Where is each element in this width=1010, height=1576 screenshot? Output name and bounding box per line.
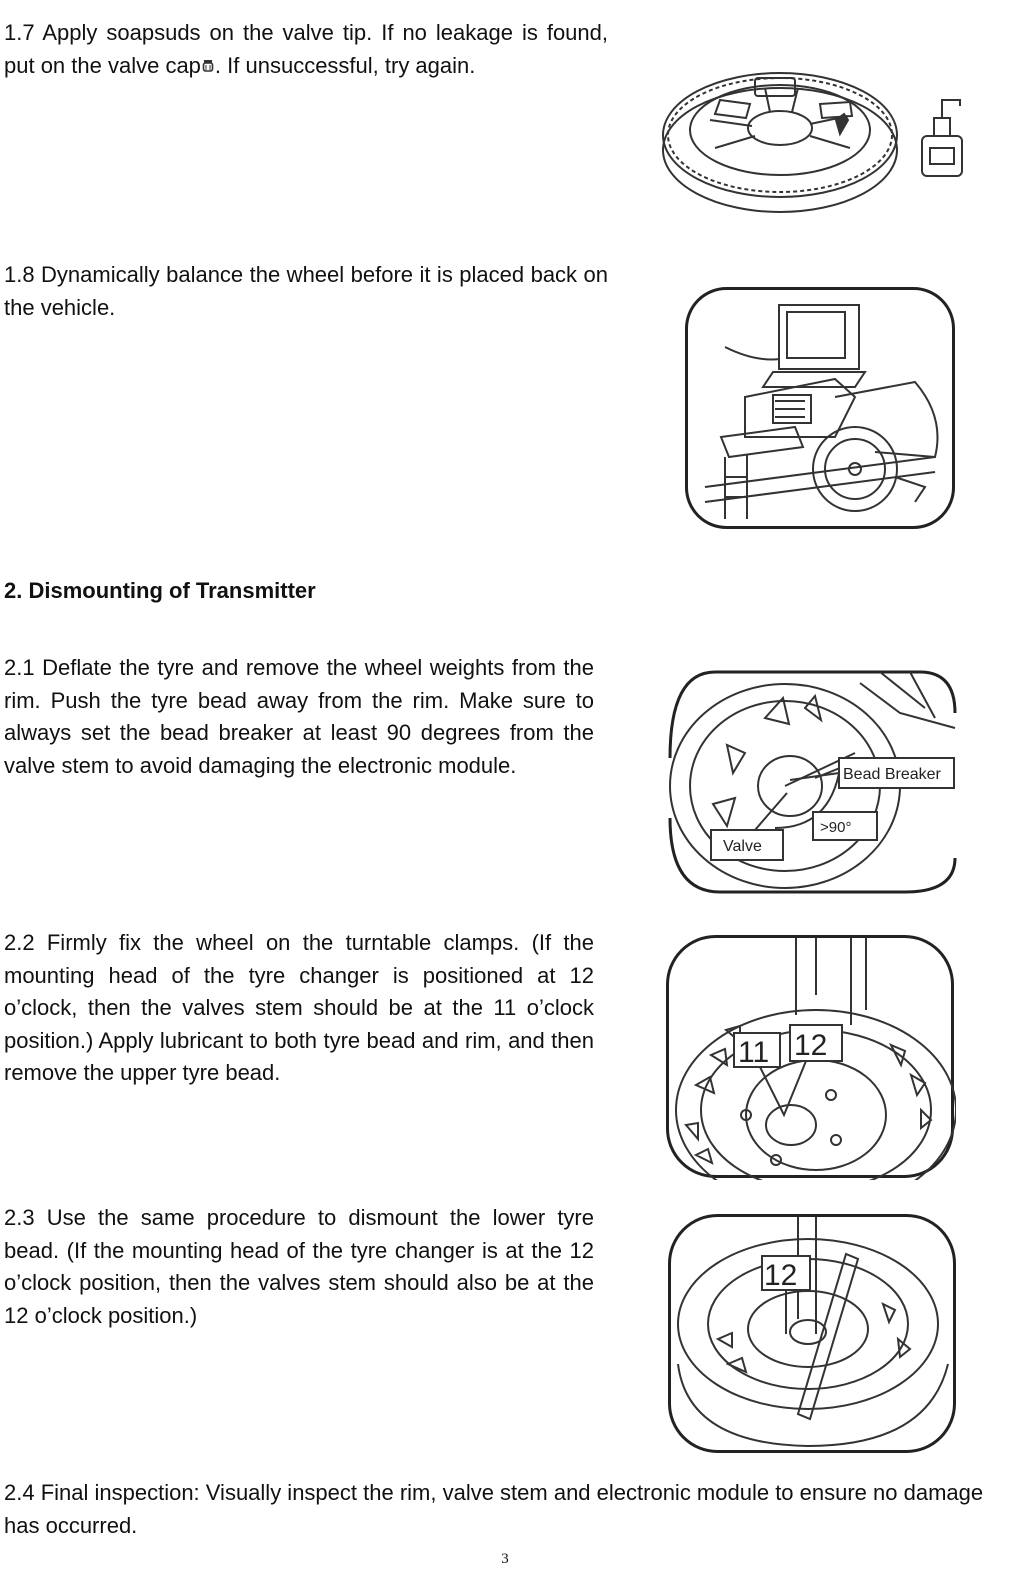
step-2-2-text: 2.2 Firmly fix the wheel on the turntable clamps. (If the mounting head of the tyre changer is positioned at 12 o’clock, then the valves stem should be at the 11 o’clock position.) Apply lubricant to both tyre bead and rim, and then remove the upper tyre bead.: [4, 930, 594, 1085]
clock-12-lower-label: 12: [764, 1259, 798, 1292]
turntable-11-12-figure: [666, 935, 956, 1180]
balancer-machine-figure: [685, 287, 955, 529]
step-2-4-text: 2.4 Final inspection: Visually inspect the rim, valve stem and electronic module to ensure no damage has occurred.: [4, 1480, 984, 1538]
clock-11-label: 11: [738, 1036, 770, 1069]
lower-bead-12-figure: [668, 1214, 958, 1454]
valve-cap-icon: [202, 50, 214, 83]
bead-breaker-figure: [665, 668, 960, 896]
step-1-7-text: 1.7 Apply soapsuds on the valve tip. If no leakage is found, put on the valve cap . If unsuccessful, try again.: [4, 17, 608, 83]
step-2-1-text: 2.1 Deflate the tyre and remove the wheel weights from the rim. Push the tyre bead away from the rim. Make sure to always set the bead breaker at least 90 degrees from the valve stem to avoid damaging the electronic module.: [4, 655, 594, 778]
step-2-3-text: 2.3 Use the same procedure to dismount the lower tyre bead. (If the mounting head of the tyre changer is at the 12 o’clock position, then the valves stem should also be at the 12 o’clock position.): [4, 1205, 594, 1328]
angle-label: >90°: [820, 819, 852, 836]
section-heading: 2. Dismounting of Transmitter: [4, 578, 316, 603]
bead-breaker-label: Bead Breaker: [843, 766, 941, 783]
clock-12-label: 12: [794, 1029, 828, 1062]
valve-label: Valve: [723, 838, 762, 855]
step-1-8-text: 1.8 Dynamically balance the wheel before it is placed back on the vehicle.: [4, 262, 608, 320]
wheel-soap-figure: [660, 60, 970, 220]
page-number: 3: [501, 1551, 509, 1567]
